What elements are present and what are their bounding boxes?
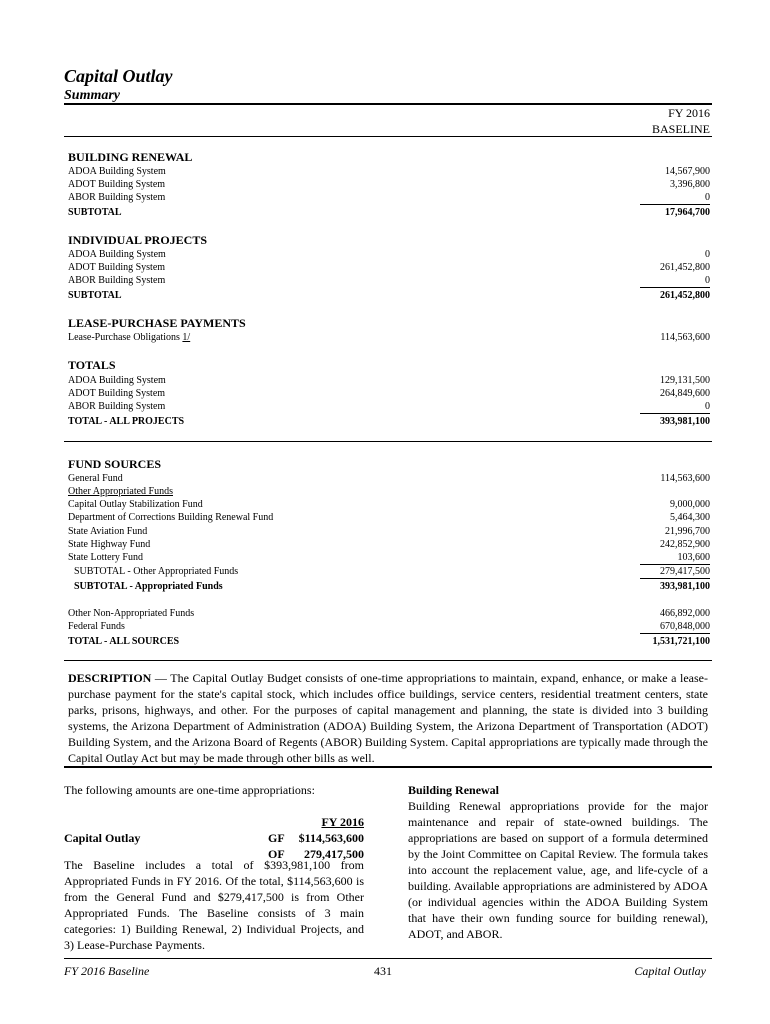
section-rule: [64, 660, 712, 661]
row-label: SUBTOTAL - Other Appropriated Funds: [74, 566, 239, 577]
section-heading-lease-purchase: LEASE-PURCHASE PAYMENTS: [68, 316, 246, 330]
section-heading-individual-projects: INDIVIDUAL PROJECTS: [68, 233, 208, 247]
row-value: 466,892,000: [660, 608, 710, 619]
section-heading-totals: TOTALS: [68, 358, 116, 372]
row-value: 17,964,700: [665, 207, 710, 218]
row-value: 0: [705, 249, 710, 260]
row-value: 114,563,600: [660, 332, 710, 343]
row-value: 114,563,600: [660, 473, 710, 484]
row-value: 1,531,721,100: [652, 636, 710, 647]
section-rule: [64, 441, 712, 442]
row-label: Capital Outlay Stabilization Fund: [68, 499, 203, 510]
row-label: TOTAL - ALL SOURCES: [68, 636, 180, 647]
row-value: 242,852,900: [660, 539, 710, 550]
row-label: [68, 331, 190, 344]
footer-left: FY 2016 Baseline: [64, 964, 150, 978]
row-label: SUBTOTAL - Appropriated Funds: [74, 581, 223, 592]
row-value: 5,464,300: [670, 512, 710, 523]
row-value: 0: [705, 192, 710, 203]
row-value: 9,000,000: [670, 499, 710, 510]
page-subtitle: Summary: [64, 88, 121, 103]
of-value: 279,417,500: [304, 847, 364, 861]
row-value: 279,417,500: [660, 566, 710, 577]
building-renewal-heading: Building Renewal: [408, 783, 500, 797]
row-value: 393,981,100: [660, 581, 710, 592]
row-label: ADOA Building System: [68, 375, 166, 386]
subtotal-rule: [640, 578, 710, 579]
right-paragraph: Building Renewal appropriations provide for the major maintenance and repair of state-owned buildings. The appropriations are based on support of a formula determined by the Joint Committee on Capital Review. The formula takes into account the replacement value, age, and life-cycle of a building. Available appropriations are administered by ADOA (or individual agencies within the ADOA Building System that have their own funding source for building renewal), ADOT, and ABOR.: [408, 799, 708, 941]
row-label: State Lottery Fund: [68, 552, 143, 563]
description-lead: DESCRIPTION: [68, 671, 152, 685]
row-label: Other Non-Appropriated Funds: [68, 608, 195, 619]
of-label: OF: [268, 847, 285, 861]
row-value: 670,848,000: [660, 621, 710, 632]
row-value: 14,567,900: [665, 166, 710, 177]
page-number: 431: [374, 964, 392, 978]
column-header-year: FY 2016: [668, 106, 710, 120]
fy-column-label: FY 2016: [321, 815, 364, 829]
row-label: SUBTOTAL: [68, 290, 122, 301]
gf-value: $114,563,600: [298, 831, 364, 845]
row-value: 21,996,700: [665, 526, 710, 537]
section-heading-fund-sources: FUND SOURCES: [68, 457, 162, 471]
row-label: ADOA Building System: [68, 166, 166, 177]
row-label: ADOT Building System: [68, 179, 166, 190]
left-intro: The following amounts are one-time appropriations:: [64, 783, 315, 797]
row-label: State Highway Fund: [68, 539, 151, 550]
description-paragraph: [68, 670, 708, 766]
description-text: — The Capital Outlay Budget consists of one-time appropriations to maintain, expand, enhance, or make a lease-purchase payment for the state's capital stock, which includes office buildings, service centers, residential treatment centers, state parks, prisons, highways, and other. For the purposes of capital management and planning, the state is divided into 3 building systems, the Arizona Department of Administration (ADOA) Building System, the Arizona Department of Transportation (ADOT) Building System, and the Arizona Board of Regents (ABOR) Building System. Capital appropriations are typically made through the Capital Outlay Act but may be made through other bills as well.: [68, 671, 708, 765]
row-label: Federal Funds: [68, 621, 125, 632]
lease-purchase-label: Lease-Purchase Obligations: [68, 332, 183, 343]
row-label: ABOR Building System: [68, 192, 166, 203]
row-value: 0: [705, 275, 710, 286]
subtotal-rule: [640, 287, 710, 288]
column-header-rule: [64, 136, 712, 137]
description-rule: [64, 766, 712, 768]
row-label: Other Appropriated Funds: [68, 486, 173, 497]
section-heading-building-renewal: BUILDING RENEWAL: [68, 150, 193, 164]
row-value: 129,131,500: [660, 375, 710, 386]
row-label: ADOA Building System: [68, 249, 166, 260]
row-value: 264,849,600: [660, 388, 710, 399]
row-value: 261,452,800: [660, 290, 710, 301]
page-title: Capital Outlay: [64, 66, 173, 86]
row-label: ADOT Building System: [68, 388, 166, 399]
subtotal-rule: [640, 204, 710, 205]
total-rule: [640, 633, 710, 634]
row-label: TOTAL - ALL PROJECTS: [68, 416, 185, 427]
row-value: 261,452,800: [660, 262, 710, 273]
footer-rule: [64, 958, 712, 959]
row-label: ABOR Building System: [68, 401, 166, 412]
row-label: General Fund: [68, 473, 123, 484]
column-header-baseline: BASELINE: [652, 122, 710, 136]
gf-label: GF: [268, 831, 285, 845]
line-item-label: Capital Outlay: [64, 831, 141, 845]
row-value: 3,396,800: [670, 179, 710, 190]
row-label: ABOR Building System: [68, 275, 166, 286]
header-rule: [64, 103, 712, 105]
row-value: 0: [705, 401, 710, 412]
left-paragraph: The Baseline includes a total of $393,981,100 from Appropriated Funds in FY 2016. Of the total, $114,563,600 is from the General Fund and $279,417,500 is from Other Appropriated Funds. The Baseline consists of 3 main categories: 1) Building Renewal, 2) Individual Projects, and 3) Lease-Purchase Payments.: [64, 858, 364, 952]
row-label: SUBTOTAL: [68, 207, 122, 218]
row-value: 103,600: [677, 552, 710, 563]
row-label: Department of Corrections Building Renewal Fund: [68, 512, 274, 523]
row-label: ADOT Building System: [68, 262, 166, 273]
footer-right: Capital Outlay: [634, 964, 706, 978]
total-rule: [640, 413, 710, 414]
row-value: 393,981,100: [660, 416, 710, 427]
footnote-ref: 1/: [182, 332, 191, 343]
row-label: State Aviation Fund: [68, 526, 148, 537]
